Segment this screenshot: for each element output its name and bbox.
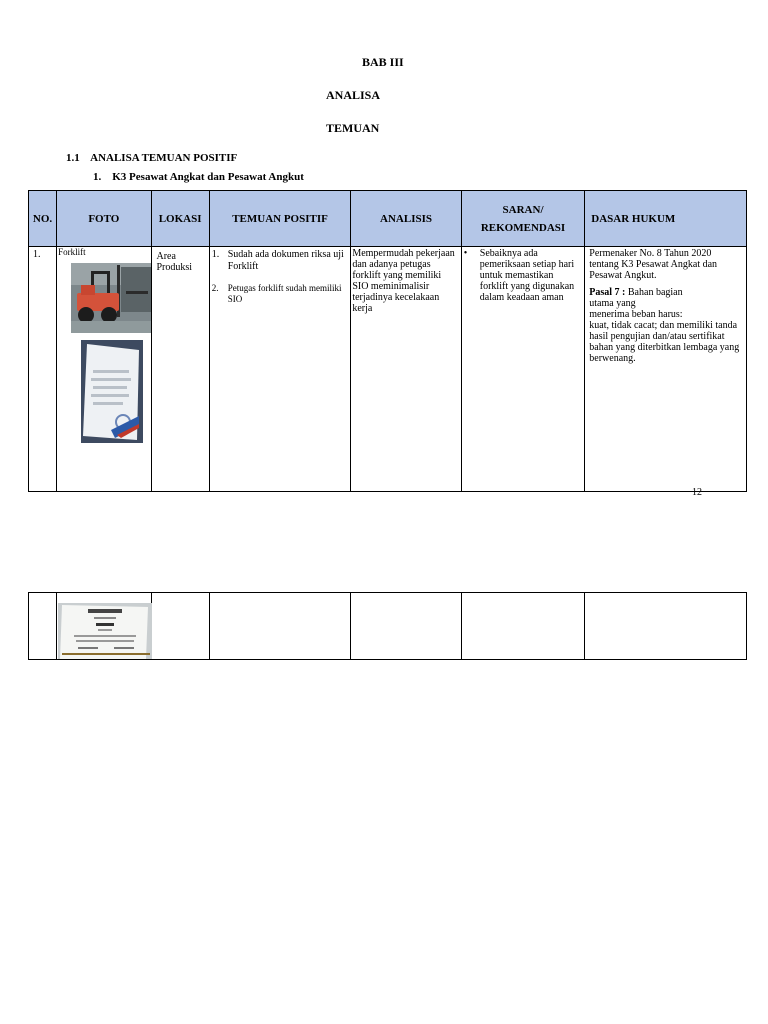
pasal-line3: menerima beban harus: [589,309,683,320]
recommendation-text: Sebaiknya ada pemeriksaan setiap hari untuk memastikan forklift yang digunakan dalam keadaan aman [479,248,575,303]
list-item-text: Sudah ada dokumen riksa uji Forklift [227,249,344,272]
row-number: 1. [29,247,57,492]
pasal-block [589,287,742,364]
recommendation-cell-empty [461,593,585,660]
recommendation-cell [461,247,585,492]
pasal-line2: utama yang [589,298,636,309]
legal-basis-intro: Permenaker No. 8 Tahun 2020 tentang K3 Pesawat Angkat dan Pesawat Angkut. [589,248,718,281]
legal-basis-cell [585,247,747,492]
location-line1: Area [156,251,176,262]
header-no: NO. [29,191,57,247]
bullet-icon: • [463,248,468,259]
findings-list [212,249,349,305]
forklift-photo [71,263,151,333]
findings-table [28,190,747,492]
subsection-heading: 1. K3 Pesawat Angkat dan Pesawat Angkut [93,171,304,183]
photo-label: Forklift [58,247,86,257]
positive-findings-cell-empty [209,593,351,660]
list-item-number: 1. [211,249,220,260]
list-item [464,248,583,303]
header-saran-line1: SARAN/ [502,203,544,216]
table-row [29,247,747,492]
pasal-title: Pasal 7 : [589,287,626,298]
table-row [29,593,747,660]
chapter-subtitle-analisa: ANALISA [326,88,381,102]
positive-findings-cell [209,247,351,492]
list-item [212,283,349,305]
document-photo [81,340,143,443]
pasal-line4: kuat, tidak cacat; dan memiliki tanda hasil pengujian dan/atau sertifikat bahan yang diterbitkan lembaga yang berwenang. [589,320,740,364]
legal-basis-cell-empty [585,593,747,660]
location-cell [151,247,209,492]
photo-cell [57,593,151,660]
analysis-cell: Mempermudah pekerjaan dan adanya petugas forklift yang memiliki SIO meminimalisir terjadinya kecelakaan kerja [351,247,461,492]
location-line2: Produksi [156,262,193,273]
list-item-number: 2. [211,283,219,293]
table-header-row [29,191,747,247]
header-lokasi: LOKASI [151,191,209,247]
header-dasar: DASAR HUKUM [585,191,747,247]
analysis-cell-empty [351,593,461,660]
photo-cell [57,247,151,492]
header-analisis: ANALISIS [351,191,461,247]
pasal-line1: Bahan bagian [625,287,683,298]
header-foto: FOTO [57,191,151,247]
chapter-title: BAB III [362,55,404,69]
row-number-empty [29,593,57,660]
certificate-photo [58,603,152,659]
list-item [212,249,349,273]
chapter-subtitle-temuan: TEMUAN [326,121,380,135]
findings-table-continued [28,592,747,660]
list-item-text: Petugas forklift sudah memiliki SIO [227,283,342,304]
location-cell-empty [151,593,209,660]
header-saran [461,191,585,247]
header-saran-line2: REKOMENDASI [480,221,566,234]
page-number: 12 [692,487,702,498]
section-heading: 1.1 ANALISA TEMUAN POSITIF [66,152,238,164]
header-temuan: TEMUAN POSITIF [209,191,351,247]
